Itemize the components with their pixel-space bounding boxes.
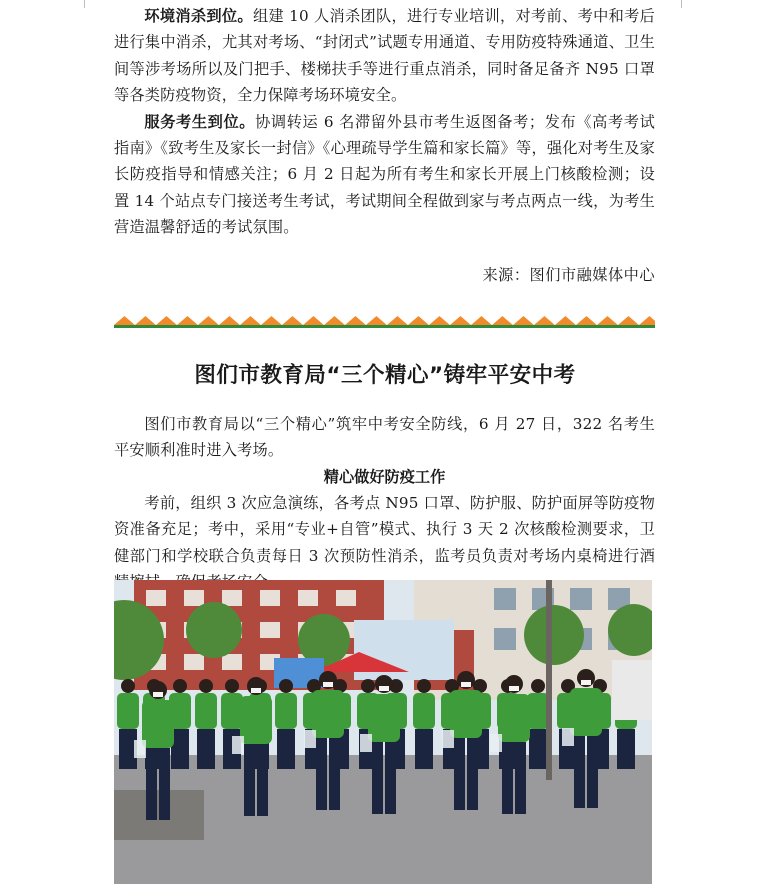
paragraph-environment-disinfection <box>114 3 655 109</box>
utility-pole <box>546 580 552 780</box>
student-pants <box>197 729 215 769</box>
section-subheading: 精心做好防疫工作 <box>323 467 446 486</box>
section-paragraph: 考前，组织 3 次应急演练，各考点 N95 口罩、防护服、防护面屏等防疫物资准备充足；考中，采用“专业+自管”模式、执行 3 天 2 次核酸检测要求，卫健部门和学校联合负责每日 3 次预防性消杀，监考员负责对考场内桌椅进行酒 <box>114 493 655 565</box>
student-head <box>361 679 375 693</box>
article-intro: 图们市教育局以“三个精心”筑牢中考安全防线，6 月 27 日，322 名考生平安顺利准时进入考场。 <box>114 415 655 460</box>
student-clear-bag <box>562 728 574 746</box>
student-head <box>121 679 135 693</box>
source-credit: 来源：图们市融媒体中心 <box>482 266 655 284</box>
article-title: 图们市教育局“三个精心”铸牢平安中考 <box>194 363 576 388</box>
building-window <box>260 622 280 638</box>
student-clear-bag <box>490 734 502 752</box>
building-window <box>184 654 204 670</box>
student-mask <box>323 682 333 687</box>
student-pants <box>529 729 547 769</box>
exam-students-photo <box>114 580 652 884</box>
article-top-section <box>114 3 655 241</box>
tree <box>524 605 584 665</box>
building-window <box>222 590 242 606</box>
paragraph-text: 协调转运 6 名滞留外县市考生返图备考；发布《高考考试指南》《致考生及家长一封信》《心理疏导学生篇和家长篇》等，强化对考生及家长防疫指导和情感关注；6 月 2 日起为所有考生和家长开展上门核酸检测；设置 14 个站点专门接送考生考试，考试期间全程做到家与考点两点一线，为考生营造温馨舒适的考试氛围。 <box>114 112 656 237</box>
student-leg <box>329 738 340 810</box>
student-leg <box>159 748 170 820</box>
student-shirt <box>312 690 344 738</box>
student-clear-bag <box>304 730 316 748</box>
student-shirt <box>142 700 174 748</box>
student-pants <box>277 729 295 769</box>
student-head <box>173 679 187 693</box>
page-frame-left <box>84 0 85 8</box>
student-pants <box>617 729 635 769</box>
student-clear-bag <box>232 736 244 754</box>
building-window <box>260 590 280 606</box>
student-leg <box>244 744 255 816</box>
student-mask <box>461 682 471 687</box>
student-head <box>417 679 431 693</box>
student-shirt <box>221 693 243 729</box>
student-mask <box>153 692 163 697</box>
paragraph-lead: 服务考生到位。 <box>144 112 256 131</box>
student-leg <box>372 742 383 814</box>
student-head <box>531 679 545 693</box>
student-mask <box>509 686 519 691</box>
building-window <box>222 654 242 670</box>
student-leg <box>502 742 513 814</box>
student-leg <box>467 738 478 810</box>
paragraph-student-services <box>114 109 655 241</box>
student-head <box>279 679 293 693</box>
building-window <box>184 590 204 606</box>
student-shirt <box>117 693 139 729</box>
building-window <box>146 590 166 606</box>
student-shirt <box>240 696 272 744</box>
student-leg <box>574 736 585 808</box>
paragraph-lead: 环境消杀到位。 <box>144 7 253 25</box>
white-car <box>612 660 652 720</box>
student-leg <box>257 744 268 816</box>
building-window <box>298 590 318 606</box>
student-shirt <box>413 693 435 729</box>
student-mask <box>379 686 389 691</box>
student-mask <box>251 688 261 693</box>
student-leg <box>146 748 157 820</box>
student-shirt <box>275 693 297 729</box>
student-leg <box>515 742 526 814</box>
building-window <box>494 628 516 650</box>
student-leg <box>385 742 396 814</box>
student-leg <box>316 738 327 810</box>
photo-illustration <box>114 580 652 884</box>
building-window <box>336 590 356 606</box>
decorative-zigzag-divider <box>114 316 655 328</box>
student-head <box>225 679 239 693</box>
building-window <box>570 588 592 610</box>
student-clear-bag <box>134 740 146 758</box>
student-shirt <box>368 694 400 742</box>
student-mask <box>581 680 591 685</box>
student-shirt <box>450 690 482 738</box>
student-shirt <box>195 693 217 729</box>
student-pants <box>415 729 433 769</box>
page-frame-right <box>681 0 682 8</box>
student-clear-bag <box>360 734 372 752</box>
student-shirt <box>570 688 602 736</box>
article2-body <box>114 411 655 595</box>
student-shirt <box>498 694 530 742</box>
student-shirt <box>527 693 549 729</box>
student-head <box>199 679 213 693</box>
building-window <box>494 588 516 610</box>
tree <box>186 602 242 658</box>
zigzag-green-band <box>114 325 655 328</box>
student-leg <box>454 738 465 810</box>
student-leg <box>587 736 598 808</box>
paragraph-text: 组建 10 人消杀团队，进行专业培训，对考前、考中和考后进行集中消杀，尤其对考场、“封闭式”试题专用通道、专用防疫特殊通道、卫生间等涉考场所以及门把手、楼梯扶手等进行重点消杀，同时备足备齐 N95 口罩等各类防疫物资，全力保障考场环境安全。 <box>114 7 655 105</box>
student-clear-bag <box>442 730 454 748</box>
